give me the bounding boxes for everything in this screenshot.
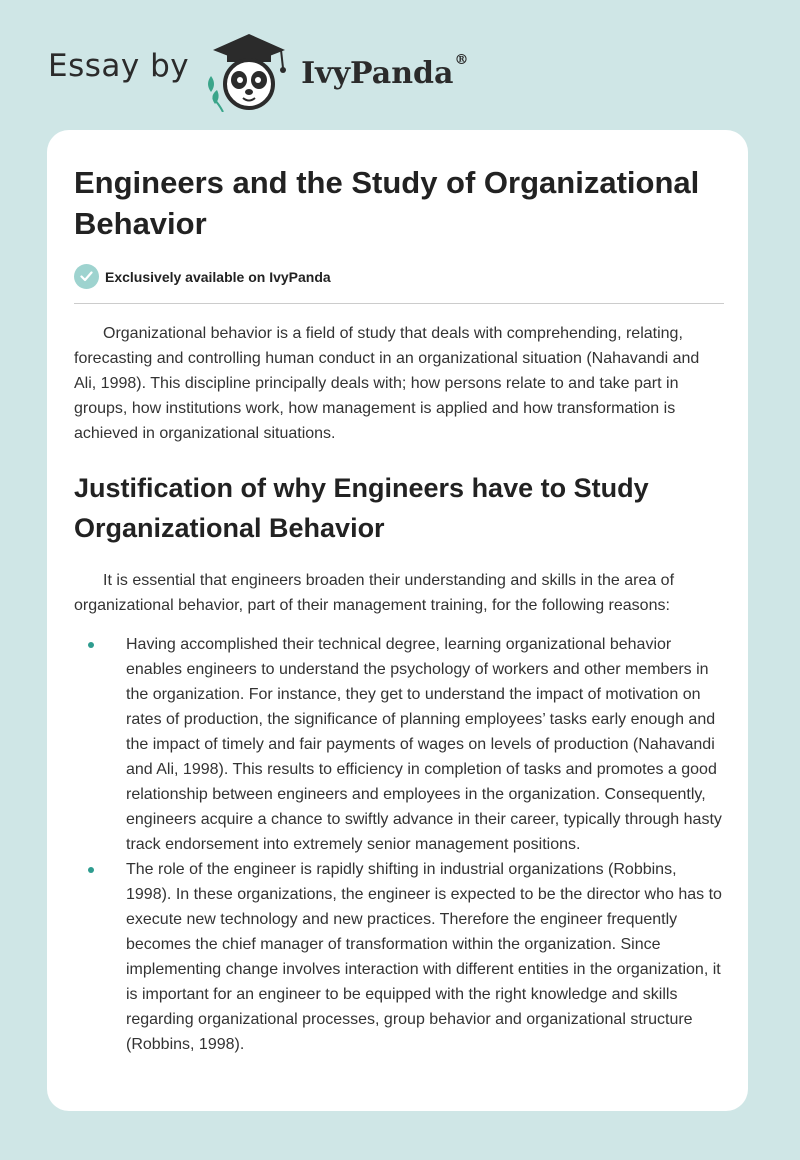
list-item [74,632,724,857]
section-intro-paragraph: It is essential that engineers broaden their understanding and skills in the area of organizational behavior, part of their management training, for the following reasons: [74,572,675,614]
brand-name-text: IvyPanda [301,55,454,91]
exclusive-badge [74,264,724,289]
exclusive-badge-text: Exclusively available on IvyPanda [105,268,331,285]
divider [74,303,724,304]
bullet-icon [88,642,94,648]
list-item-text: The role of the engineer is rapidly shifting in industrial organizations (Robbins, 1998). In these organizations, the engineer is expected to be the director who has to execute new technology and new practices. Therefore the engineer frequently becomes the chief manager of transformation within the organization. Since implementing change involves interaction with different entities in the organization, it is important for an engineer to be equipped with the right knowledge and skills regarding organizational processes, group behavior and organizational structure (Robbins, 1998). [126,861,722,1053]
essay-title: Engineers and the Study of Organizational Behavior [74,165,700,241]
section-heading: Justification of why Engineers have to Study Organizational Behavior [74,473,649,543]
list-item-text: Having accomplished their technical degree, learning organizational behavior enables engineers to understand the psychology of workers and other members in the organization. For instance, they get to understand the impact of motivation on rates of production, the significance of planning employees’ tasks early enough and the impact of timely and fair payments of wages on levels of production (Nahavandi and Ali, 1998). This results to efficiency in completion of tasks and promotes a good relationship between engineers and employees in the organization. Consequently, engineers acquire a chance to swiftly advance in their career, typically through hasty track endorsement into extremely senior management positions. [126,636,722,853]
ivypanda-logo-icon[interactable] [203,28,295,112]
essay-content [74,162,724,1057]
registered-mark: ® [454,51,469,68]
list-item [74,857,724,1057]
brand-name[interactable] [301,51,469,91]
check-icon [74,264,99,289]
site-header [48,28,468,112]
intro-paragraph: Organizational behavior is a field of study that deals with comprehending, relating, forecasting and controlling human conduct in an organizational situation (Nahavandi and Ali, 1998). This discipline principally deals with; how persons relate to and take part in groups, how institutions work, how management is applied and how transformation is achieved in organizational situations. [74,325,700,442]
bullet-icon [88,867,94,873]
reasons-list [74,632,724,1057]
essay-card [47,130,748,1111]
essay-by-label: Essay by [48,48,190,84]
